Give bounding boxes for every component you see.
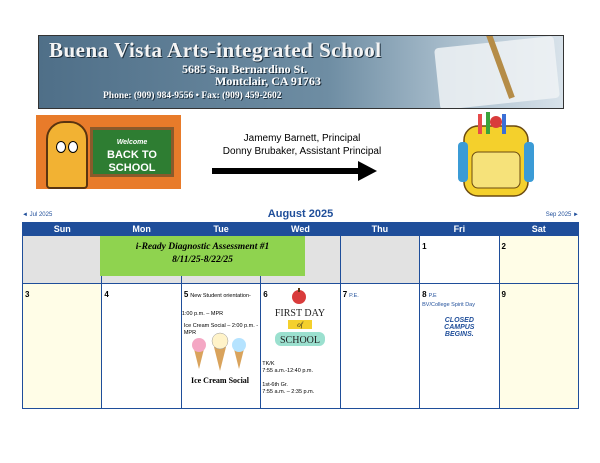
day-cell-6 (261, 284, 340, 409)
back-to-school-image (36, 115, 181, 189)
ice-cream-icon (184, 329, 256, 387)
welcome-text: Welcome (116, 139, 148, 146)
first-day-line3: SCHOOL (280, 335, 321, 346)
day-cell-4 (102, 284, 181, 409)
week-2-row (23, 284, 579, 409)
date-number: 9 (501, 290, 506, 299)
event-ice-cream-social: Ice Cream Social – 2:00 p.m. - MPR (183, 323, 259, 336)
event-spirit-day: BV/College Spirit Day (422, 302, 475, 308)
prev-month-link[interactable]: ◄ Jul 2025 (22, 212, 53, 218)
school-banner (38, 35, 564, 109)
ice-cream-social-caption: Ice Cream Social (190, 376, 249, 385)
first-day-line2: of (297, 321, 303, 329)
day-cell-2 (499, 236, 578, 284)
date-number: 2 (501, 242, 506, 251)
iready-dates: 8/11/25-8/22/25 (172, 255, 233, 265)
pencil-mascot-icon (46, 121, 88, 189)
next-month-link[interactable]: Sep 2025 ► (545, 212, 579, 218)
weekday-sun: Sun (23, 223, 102, 236)
school-name: Buena Vista Arts-integrated School (49, 38, 382, 62)
event-pe: P.E. (349, 293, 359, 299)
date-number: 5 (183, 290, 189, 299)
date-number: 7 (342, 290, 348, 299)
back-to-text: BACK TO (107, 149, 157, 161)
day-cell-7 (340, 284, 419, 409)
weekday-thu: Thu (340, 223, 419, 236)
principal-name: Jamemy Barnett, Principal (243, 133, 361, 144)
weekday-wed: Wed (261, 223, 340, 236)
assistant-principal-name: Donny Brubaker, Assistant Principal (222, 146, 382, 157)
event-grades-title: 1st-6th Gr. (262, 382, 288, 388)
chalkboard (90, 127, 174, 177)
event-tkk-title: TK/K (262, 361, 275, 367)
staff-block (212, 132, 392, 158)
school-text: SCHOOL (108, 162, 156, 174)
month-title: August 2025 (267, 208, 334, 220)
weekday-fri: Fri (420, 223, 499, 236)
closed-campus-notice: CLOSED CAMPUS BEGINS. (444, 317, 475, 338)
address-line-2: Montclair, CA 91763 (215, 74, 321, 88)
weekday-sat: Sat (499, 223, 578, 236)
weekday-tue: Tue (181, 223, 260, 236)
iready-assessment-banner (100, 236, 305, 276)
event-grades-time: 7:55 a.m. – 2:35 p.m. (262, 389, 315, 395)
day-cell-8 (420, 284, 499, 409)
arrow-right-icon (212, 161, 377, 181)
address-line-1: 5685 San Bernardino St. (182, 62, 308, 76)
date-number: 4 (104, 290, 109, 299)
date-number: 8 (422, 290, 427, 299)
weekday-header-row (23, 223, 579, 236)
day-cell-1 (420, 236, 499, 284)
date-number: 3 (25, 290, 30, 299)
date-number: 6 (263, 290, 268, 299)
date-number: 1 (422, 242, 427, 251)
day-cell-empty (340, 236, 419, 284)
event-pe: P.E (428, 293, 437, 299)
first-day-of-school-icon (269, 288, 331, 356)
event-tkk-time: 7:55 a.m.-12:40 p.m. (262, 368, 314, 374)
first-day-line1: FIRST DAY (275, 308, 326, 319)
day-cell-empty (23, 236, 102, 284)
day-cell-3 (23, 284, 102, 409)
day-cell-5 (181, 284, 260, 409)
sketch-paper-graphic (434, 36, 560, 109)
weekday-mon: Mon (102, 223, 181, 236)
phone-fax: Phone: (909) 984-9556 • Fax: (909) 459-2602 (103, 91, 282, 101)
day-cell-9 (499, 284, 578, 409)
backpack-icon (456, 112, 536, 200)
iready-title: i-Ready Diagnostic Assessment #1 (135, 242, 270, 252)
event-new-student-orientation: New Student orientation- 1:00 p.m. – MPR (181, 293, 251, 317)
